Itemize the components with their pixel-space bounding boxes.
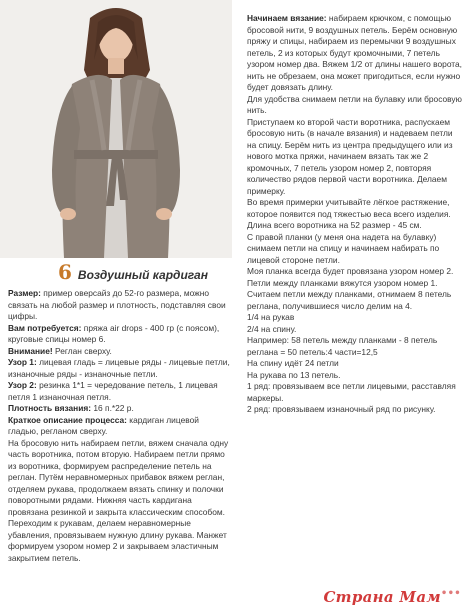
paragraph-text: Для удобства снимаем петли на булавку или бросовую нить. — [247, 93, 462, 115]
watermark-text: Страна Мам — [323, 588, 441, 606]
right-paragraph — [247, 324, 462, 336]
left-paragraph — [8, 380, 230, 403]
section-number: 6 — [58, 260, 72, 284]
right-paragraph — [247, 94, 462, 117]
right-paragraph — [247, 197, 462, 220]
paragraph-text: 1 ряд: провязываем все петли лицевыми, расставляя маркеры. — [247, 381, 456, 403]
paragraph-text: пряжа air drops - 400 гр (с поясом), круговые спицы номер 6. — [8, 322, 220, 344]
paragraph-text: С правой планки (у меня она надета на булавку) снимаем петли на спицу и начинаем набирать по лицевой стороне петли. — [247, 231, 440, 265]
right-paragraph — [247, 220, 462, 232]
paragraph-text: Моя планка всегда будет провязана узором номер 2. — [247, 266, 454, 276]
paragraph-text: Во время примерки учитывайте лёгкое растяжение, которое появится под тяжестью веса всего изделия. — [247, 197, 451, 219]
paragraph-label: Вам потребуется: — [8, 322, 82, 333]
right-paragraph — [247, 358, 462, 370]
section-heading: Воздушный кардиган — [77, 268, 208, 282]
left-paragraph — [8, 403, 230, 415]
section-title — [58, 262, 230, 282]
right-paragraph — [247, 278, 462, 313]
left-text-block — [8, 288, 230, 564]
left-paragraph — [8, 438, 230, 519]
left-paragraph — [8, 415, 230, 438]
paragraph-label: Размер: — [8, 288, 41, 298]
left-paragraph — [8, 288, 230, 323]
left-column — [8, 262, 230, 564]
paragraph-text: Петли между планками вяжутся узором номер 1. Считаем петли между планками, отнимаем 8 петель реглана, получившиеся число делим на 4. — [247, 277, 452, 311]
paragraph-text: На бросовую нить набираем петли, вяжем сначала одну часть воротника, потом вторую. Набираем петли прямо из воротника, формируем распределение петель на реглан. Путём неравномерных прибавок вяжем реглан, отделяем рукава, продолжаем вязать спинку и полочки поворотными рядами. Нижняя часть кардигана провязана резинкой и закрыта классическим способом. — [8, 437, 229, 517]
right-column — [247, 13, 462, 416]
right-paragraph — [247, 404, 462, 416]
paragraph-label: Внимание! — [8, 345, 53, 356]
paragraph-text: 16 п.*22 р. — [91, 403, 134, 413]
paragraph-label: Начинаем вязание: — [247, 13, 327, 23]
left-paragraph — [8, 346, 230, 358]
paragraph-text: Реглан сверху. — [52, 345, 112, 356]
paragraph-label: Узор 2: — [8, 380, 37, 390]
paragraph-text: 2/4 на спину. — [247, 323, 297, 334]
paragraph-text: 2 ряд: провязываем изнаночный ряд по рисунку. — [247, 404, 436, 414]
left-paragraph — [8, 323, 230, 346]
paragraph-text: Например: 58 петель между планками - 8 петель реглана = 50 петель:4 части=12,5 — [247, 335, 438, 357]
paragraph-text: кардиган лицевой гладью, регланом сверху. — [8, 414, 199, 436]
paragraph-text: Приступаем ко второй части воротника, распускаем бросовую нить (в начале вязания) и надеваем петли на спицу. Берём нить из центра предыдущего или из нового мотка пряжи, начинаем вязать так же 2 кромочных, 7 петель узором номер 2, повторяя количество рядов первой части воротника. Делаем примерку. — [247, 116, 453, 196]
paragraph-text: 1/4 на рукав — [247, 312, 295, 322]
paragraph-text: На спину идёт 24 петли — [247, 358, 339, 368]
watermark-dots: ••• — [440, 588, 461, 599]
paragraph-label: Узор 1: — [8, 357, 37, 367]
right-paragraph — [247, 117, 462, 198]
right-paragraph — [247, 335, 462, 358]
cardigan-model-illustration — [0, 0, 232, 258]
paragraph-text: резинка 1*1 = чередование петель, 1 лицевая петля 1 изнаночная петля. — [8, 380, 218, 402]
right-paragraph — [247, 370, 462, 382]
site-watermark-logo — [323, 588, 461, 606]
right-paragraph — [247, 266, 462, 278]
paragraph-text: лицевая гладь = лицевые ряды - лицевые петли, изнаночные ряды - изнаночные петли. — [8, 357, 230, 379]
paragraph-text: набираем крючком, с помощью бросовой нити, 9 воздушных петель. Берём основную пряжу и спицы, набираем из перемычки 9 воздушных петель, 2 из которых будут кромочными, 7 петель узором номер два. Вяжем 1/2 от длины нашего ворота, нить не обрезаем, она может пригодиться, если нужно будет довязать длину. — [247, 13, 463, 92]
paragraph-text: Длина всего воротника на 52 размер - 45 см. — [247, 220, 422, 230]
right-paragraph — [247, 381, 462, 404]
left-paragraph — [8, 518, 230, 564]
right-text-block — [247, 13, 462, 416]
paragraph-text: Переходим к рукавам, делаем неравномерные убавления, провязываем нужную длину рукава. Манжет формируем узором номер 2 и закрываем эластичным закрытием петель. — [8, 518, 227, 563]
right-paragraph — [247, 232, 462, 267]
right-paragraph — [247, 13, 462, 94]
paragraph-label: Плотность вязания: — [8, 403, 92, 413]
product-photo — [0, 0, 232, 258]
paragraph-label: Краткое описание процесса: — [8, 414, 127, 425]
left-paragraph — [8, 357, 230, 380]
paragraph-text: пример оверсайз до 52-го размера, можно связать на любой размер и плотность, подставляя свои цифры. — [8, 288, 226, 321]
paragraph-text: На рукава по 13 петель. — [247, 369, 341, 380]
right-paragraph — [247, 312, 462, 324]
